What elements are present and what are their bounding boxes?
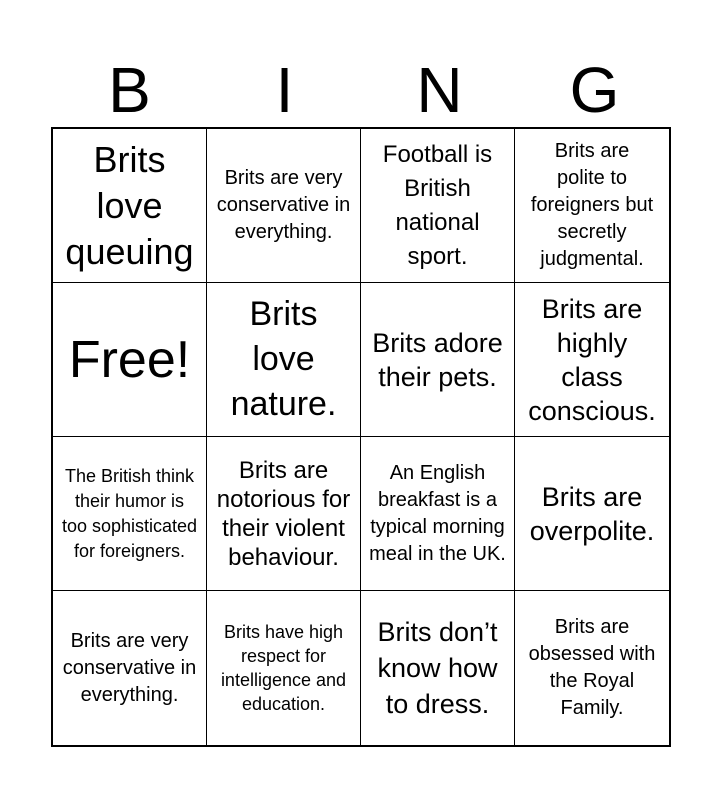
bingo-cell[interactable]: [53, 591, 207, 745]
bingo-cell-text: Football is British national sport.: [382, 140, 493, 270]
bingo-cell[interactable]: [53, 129, 207, 283]
header-letter-i: I: [275, 54, 294, 126]
bingo-cell-text: Brits are very conservative in everything.: [216, 167, 351, 243]
bingo-cell-text: Brits are very conservative in everything.: [62, 629, 197, 706]
header-letter-n: N: [416, 54, 463, 126]
bingo-cell-text: Brits are overpolite.: [529, 481, 655, 546]
bingo-cell-text: Brits are obsessed with the Royal Family.: [528, 616, 656, 719]
free-space-text: Free!: [68, 330, 191, 389]
bingo-cell[interactable]: [361, 129, 515, 283]
bingo-cell[interactable]: [207, 283, 361, 437]
bingo-cell-text: An English breakfast is a typical morning meal in the UK.: [369, 461, 506, 565]
bingo-cell-text: Brits have high respect for intelligence and education.: [220, 622, 347, 714]
bingo-cell[interactable]: [515, 591, 669, 745]
bingo-cell[interactable]: [53, 437, 207, 591]
bingo-cell[interactable]: [515, 437, 669, 591]
bingo-cell[interactable]: [207, 591, 361, 745]
bingo-cell-text: Brits love queuing: [65, 138, 194, 272]
bingo-cell[interactable]: [361, 283, 515, 437]
bingo-header: [52, 52, 672, 128]
free-space-cell[interactable]: [53, 283, 207, 437]
header-letter-g: G: [569, 54, 620, 126]
bingo-cell[interactable]: [207, 437, 361, 591]
bingo-cell-text: Brits don’t know how to dress.: [377, 617, 498, 719]
bingo-cell-text: The British think their humor is too sophisticated for foreigners.: [61, 465, 198, 561]
bingo-cell[interactable]: [515, 283, 669, 437]
bingo-cell[interactable]: [361, 591, 515, 745]
bingo-cell-text: Brits love nature.: [230, 295, 337, 423]
bingo-cell[interactable]: [515, 129, 669, 283]
bingo-cell[interactable]: [207, 129, 361, 283]
bingo-cell-text: Brits are highly class conscious.: [528, 293, 656, 426]
bingo-cell-text: Brits adore their pets.: [372, 327, 503, 392]
bingo-cell-text: Brits are polite to foreigners but secretly judgmental.: [530, 140, 654, 270]
bingo-cell-text: Brits are notorious for their violent behaviour.: [216, 456, 351, 571]
bingo-cell[interactable]: [361, 437, 515, 591]
bingo-board: [51, 127, 671, 747]
header-letter-b: B: [108, 54, 151, 126]
